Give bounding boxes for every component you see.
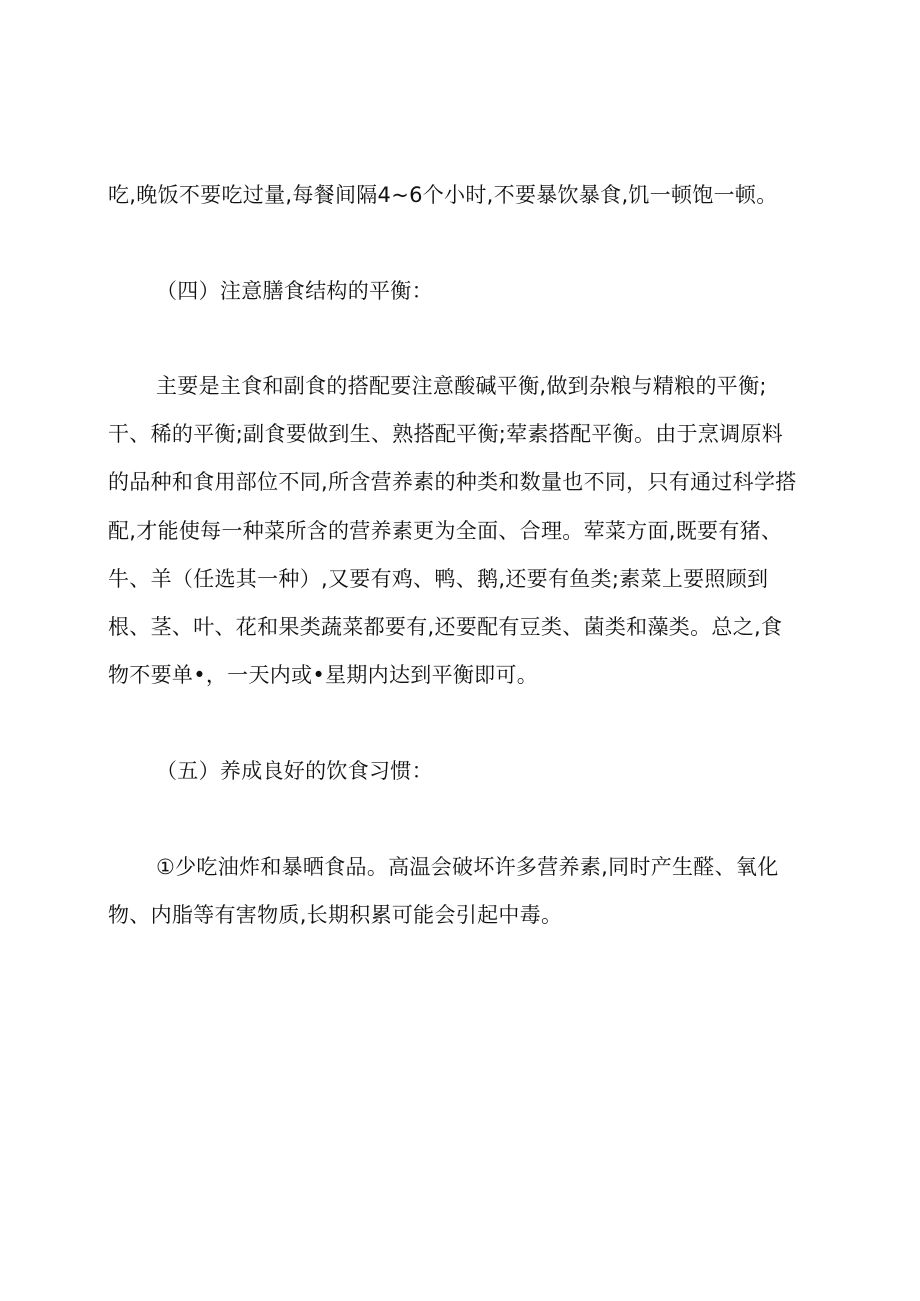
section-heading-4: （四）注意膳食结构的平衡：	[156, 279, 433, 303]
paragraph-intro-line-1: 吃,晚饭不要吃过量,每餐间隔4~6个小时,不要暴饮暴食,饥一顿饱一顿。	[108, 183, 778, 207]
paragraph-balance-line-7: 物不要单•，一天内或•星期内达到平衡即可。	[108, 663, 539, 687]
paragraph-balance-line-5: 牛、羊（任选其一种）,又要有鸡、鸭、鹅,还要有鱼类;素菜上要照顾到	[108, 567, 769, 591]
paragraph-balance-line-2: 干、稀的平衡;副食要做到生、熟搭配平衡;荤素搭配平衡。由于烹调原料	[108, 422, 784, 446]
paragraph-balance-line-4: 配,才能使每一种菜所含的营养素更为全面、合理。荤菜方面,既要有猪、	[108, 519, 783, 543]
paragraph-habit-line-1: ①少吃油炸和暴晒食品。高温会破坏许多营养素,同时产生醛、氧化	[156, 855, 779, 879]
paragraph-habit-line-2: 物、内脂等有害物质,长期积累可能会引起中毒。	[108, 903, 563, 927]
paragraph-balance-line-3: 的品种和食用部位不同,所含营养素的种类和数量也不同，只有通过科学搭	[108, 470, 797, 494]
paragraph-balance-line-6: 根、茎、叶、花和果类蔬菜都要有,还要配有豆类、菌类和藻类。总之,食	[108, 615, 783, 639]
paragraph-balance-line-1: 主要是主食和副食的搭配要注意酸碱平衡,做到杂粮与精粮的平衡;	[156, 374, 767, 398]
section-heading-5: （五）养成良好的饮食习惯：	[156, 759, 433, 783]
